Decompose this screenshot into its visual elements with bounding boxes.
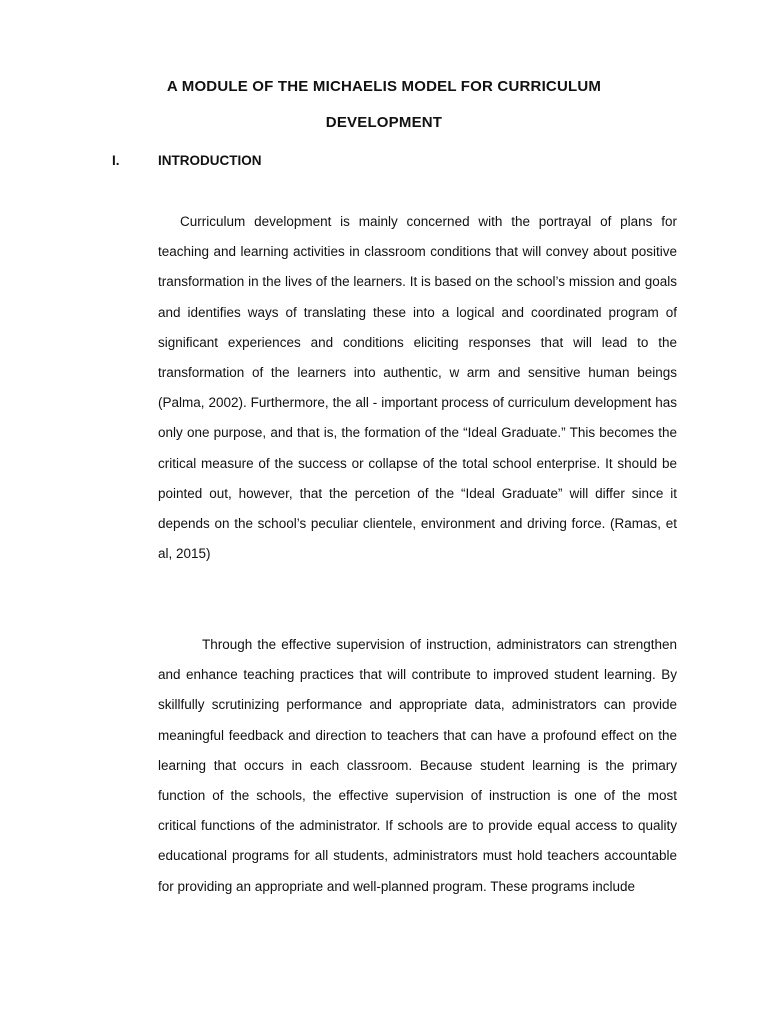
document-title-line-1: A MODULE OF THE MICHAELIS MODEL FOR CURRICULUM: [166, 78, 602, 95]
paragraph-introduction: Curriculum development is mainly concerned with the portrayal of plans for teaching and learning activities in classroom conditions that will convey about positive transformation in the lives of the learners. It is based on the school’s mission and goals and identifies ways of translating these into a logical and coordinated program of significant experiences and conditions eliciting responses that will lead to the transformation of the learners into authentic, w arm and sensitive human beings (Palma, 2002). Furthermore, the all - important process of curriculum development has only one purpose, and that is, the formation of the “Ideal Graduate.” This becomes the critical measure of the success or collapse of the total school enterprise. It should be pointed out, however, that the percetion of the “Ideal Graduate” will differ since it depends on the school’s peculiar clientele, environment and driving force. (Ramas, et al, 2015): [158, 214, 677, 562]
paragraph-supervision: Through the effective supervision of instruction, administrators can strengthen and enhance teaching practices that will contribute to improved student learning. By skillfully scrutinizing performance and appropriate data, administrators can provide meaningful feedback and direction to teachers that can have a profound effect on the learning that occurs in each classroom. Because student learning is the primary function of the schools, the effective supervision of instruction is one of the most critical functions of the administrator. If schools are to provide equal access to quality educational programs for all students, administrators must hold teachers accountable for providing an appropriate and well-planned program. These programs include: [158, 637, 677, 894]
section-heading: [112, 153, 262, 168]
document-title-line-2: DEVELOPMENT: [325, 114, 443, 131]
section-title: INTRODUCTION: [158, 153, 262, 168]
section-number: I.: [112, 153, 120, 168]
